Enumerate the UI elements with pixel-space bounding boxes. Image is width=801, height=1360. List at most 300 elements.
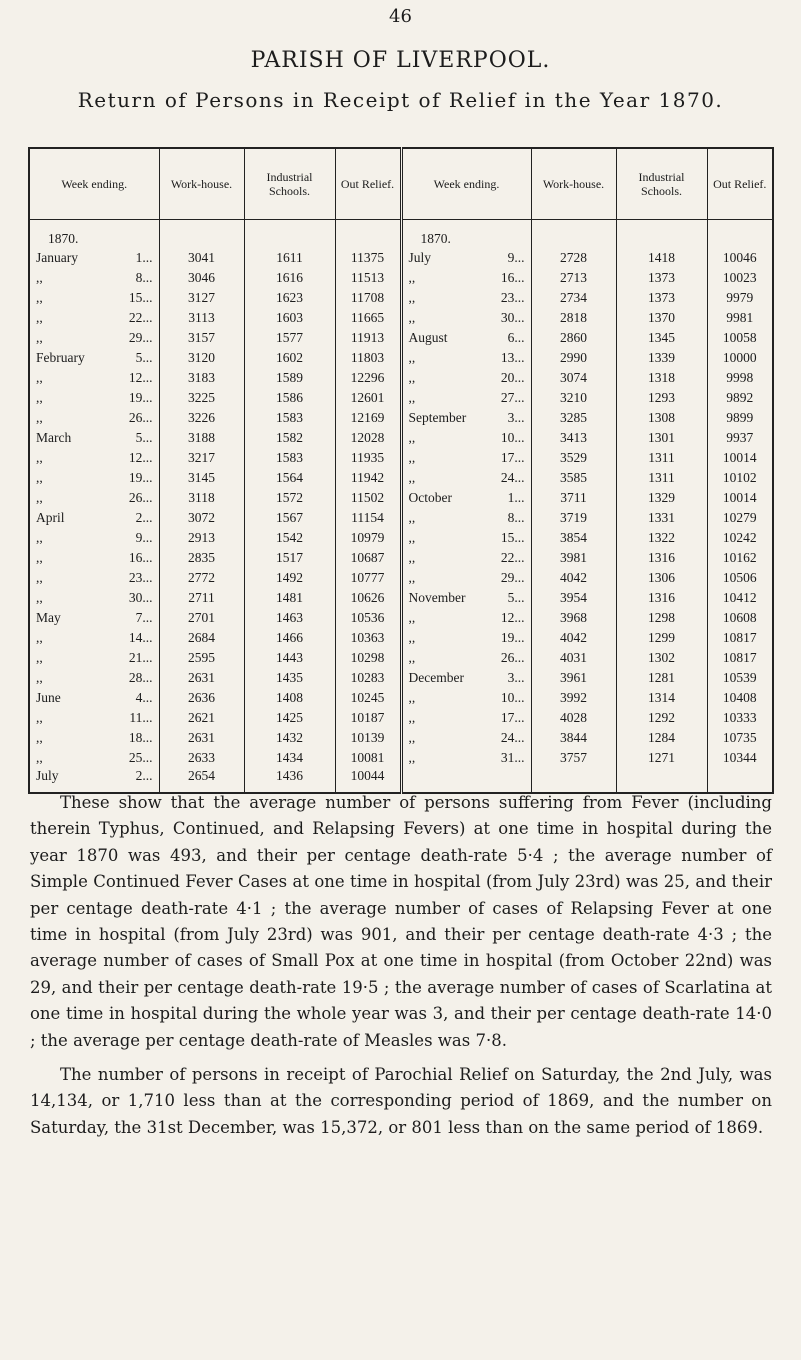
month-label: ,, bbox=[36, 750, 43, 765]
out-relief-cell: 10023 bbox=[707, 268, 773, 288]
week-ending-cell bbox=[29, 428, 159, 448]
month-label: September bbox=[408, 410, 467, 425]
week-ending-cell bbox=[401, 688, 531, 708]
industrial-schools-cell: 1564 bbox=[244, 468, 335, 488]
day-label: 28... bbox=[128, 670, 153, 685]
out-relief-cell: 10539 bbox=[707, 668, 773, 688]
out-relief-cell: 10102 bbox=[707, 468, 773, 488]
industrial-schools-cell: 1306 bbox=[616, 568, 707, 588]
week-ending-cell bbox=[401, 448, 531, 468]
industrial-schools-cell: 1434 bbox=[244, 748, 335, 768]
month-label: ,, bbox=[36, 450, 43, 465]
out-relief-cell: 11803 bbox=[335, 348, 401, 368]
industrial-schools-cell: 1611 bbox=[244, 248, 335, 268]
day-label: 1... bbox=[135, 250, 153, 265]
month-label: February bbox=[36, 350, 85, 365]
day-label: 7... bbox=[135, 610, 153, 625]
week-ending-cell bbox=[29, 548, 159, 568]
table-row bbox=[29, 408, 773, 428]
month-label: ,, bbox=[408, 270, 416, 285]
industrial-schools-cell: 1436 bbox=[244, 768, 335, 793]
week-ending-cell bbox=[29, 468, 159, 488]
workhouse-cell: 2595 bbox=[159, 648, 244, 668]
week-ending-cell bbox=[401, 308, 531, 328]
out-relief-cell: 10279 bbox=[707, 508, 773, 528]
table-row bbox=[29, 268, 773, 288]
out-relief-cell: 10245 bbox=[335, 688, 401, 708]
week-ending-cell bbox=[401, 508, 531, 528]
month-label: ,, bbox=[408, 730, 416, 745]
industrial-schools-cell: 1293 bbox=[616, 388, 707, 408]
workhouse-cell: 3719 bbox=[531, 508, 616, 528]
industrial-schools-cell: 1329 bbox=[616, 488, 707, 508]
out-relief-cell: 10162 bbox=[707, 548, 773, 568]
table-row bbox=[29, 488, 773, 508]
month-label: ,, bbox=[408, 650, 416, 665]
paragraph-parochial-relief: The number of persons in receipt of Parochial Relief on Saturday, the 2nd July, was 14,134, or 1,710 less than at the corresponding period of 1869, and the number on Saturday, the 31st December, was 15,372, or 801 less than on the same period of 1869. bbox=[30, 1065, 772, 1137]
workhouse-cell: 2835 bbox=[159, 548, 244, 568]
month-label: May bbox=[36, 610, 61, 625]
out-relief-cell: 10283 bbox=[335, 668, 401, 688]
col-header-industrial-schools: Industrial Schools. bbox=[616, 148, 707, 220]
table-row bbox=[29, 748, 773, 768]
out-relief-cell: 11154 bbox=[335, 508, 401, 528]
day-label: 1... bbox=[507, 490, 525, 505]
month-label: ,, bbox=[408, 290, 416, 305]
week-ending-cell bbox=[401, 588, 531, 608]
week-ending-cell bbox=[401, 408, 531, 428]
week-ending-cell bbox=[29, 368, 159, 388]
month-label: ,, bbox=[408, 310, 416, 325]
col-header-workhouse: Work-house. bbox=[531, 148, 616, 220]
industrial-schools-cell: 1301 bbox=[616, 428, 707, 448]
table-row bbox=[29, 428, 773, 448]
day-label: 15... bbox=[128, 290, 153, 305]
table-row bbox=[29, 328, 773, 348]
month-label: December bbox=[408, 670, 464, 685]
workhouse-cell: 2818 bbox=[531, 308, 616, 328]
week-ending-cell bbox=[29, 448, 159, 468]
day-label: 9... bbox=[135, 530, 153, 545]
month-label: June bbox=[36, 690, 61, 705]
industrial-schools-cell: 1542 bbox=[244, 528, 335, 548]
out-relief-cell: 11665 bbox=[335, 308, 401, 328]
out-relief-cell: 10014 bbox=[707, 448, 773, 468]
out-relief-cell: 10298 bbox=[335, 648, 401, 668]
month-label: October bbox=[408, 490, 452, 505]
workhouse-cell: 3585 bbox=[531, 468, 616, 488]
industrial-schools-cell: 1311 bbox=[616, 448, 707, 468]
table-row bbox=[29, 248, 773, 268]
workhouse-cell: 2990 bbox=[531, 348, 616, 368]
workhouse-cell: 2913 bbox=[159, 528, 244, 548]
out-relief-cell: 11502 bbox=[335, 488, 401, 508]
industrial-schools-cell: 1481 bbox=[244, 588, 335, 608]
table-row bbox=[29, 508, 773, 528]
table-row bbox=[29, 668, 773, 688]
workhouse-cell: 3217 bbox=[159, 448, 244, 468]
table-row bbox=[29, 548, 773, 568]
week-ending-cell bbox=[29, 268, 159, 288]
year-row bbox=[29, 220, 773, 249]
day-label: 3... bbox=[507, 410, 525, 425]
table-row bbox=[29, 648, 773, 668]
industrial-schools-cell: 1432 bbox=[244, 728, 335, 748]
month-label: ,, bbox=[36, 310, 43, 325]
industrial-schools-cell: 1339 bbox=[616, 348, 707, 368]
workhouse-cell: 3225 bbox=[159, 388, 244, 408]
week-ending-cell bbox=[29, 588, 159, 608]
workhouse-cell: 2631 bbox=[159, 728, 244, 748]
table-row bbox=[29, 528, 773, 548]
table-row bbox=[29, 308, 773, 328]
day-label: 12... bbox=[128, 370, 153, 385]
out-relief-cell: 10979 bbox=[335, 528, 401, 548]
month-label: ,, bbox=[36, 370, 43, 385]
table-subtitle: Return of Persons in Receipt of Relief in the Year 1870. bbox=[77, 88, 724, 112]
out-relief-cell: 10344 bbox=[707, 748, 773, 768]
out-relief-cell: 11942 bbox=[335, 468, 401, 488]
week-ending-cell bbox=[401, 428, 531, 448]
day-label: 15... bbox=[500, 530, 525, 545]
month-label: ,, bbox=[408, 510, 416, 525]
industrial-schools-cell: 1281 bbox=[616, 668, 707, 688]
workhouse-cell: 3183 bbox=[159, 368, 244, 388]
workhouse-cell: 4042 bbox=[531, 628, 616, 648]
day-label: 18... bbox=[128, 730, 153, 745]
week-ending-cell bbox=[401, 528, 531, 548]
workhouse-cell: 3127 bbox=[159, 288, 244, 308]
table-row bbox=[29, 608, 773, 628]
month-label: ,, bbox=[36, 650, 43, 665]
workhouse-cell: 4028 bbox=[531, 708, 616, 728]
table-row bbox=[29, 568, 773, 588]
relief-returns-table bbox=[28, 147, 774, 794]
industrial-schools-cell: 1308 bbox=[616, 408, 707, 428]
month-label: ,, bbox=[36, 290, 43, 305]
industrial-schools-cell: 1572 bbox=[244, 488, 335, 508]
industrial-schools-cell: 1316 bbox=[616, 548, 707, 568]
workhouse-cell: 2701 bbox=[159, 608, 244, 628]
month-label: ,, bbox=[36, 390, 43, 405]
workhouse-cell: 3854 bbox=[531, 528, 616, 548]
industrial-schools-cell: 1583 bbox=[244, 408, 335, 428]
week-ending-cell bbox=[29, 688, 159, 708]
week-ending-cell bbox=[29, 328, 159, 348]
workhouse-cell: 2713 bbox=[531, 268, 616, 288]
workhouse-cell: 2684 bbox=[159, 628, 244, 648]
week-ending-cell bbox=[401, 608, 531, 628]
month-label: August bbox=[408, 330, 448, 345]
day-label: 17... bbox=[500, 450, 525, 465]
out-relief-cell: 10139 bbox=[335, 728, 401, 748]
month-label: ,, bbox=[408, 530, 416, 545]
workhouse-cell: 3285 bbox=[531, 408, 616, 428]
out-relief-cell: 10817 bbox=[707, 628, 773, 648]
day-label: 5... bbox=[135, 350, 153, 365]
table-row bbox=[29, 588, 773, 608]
day-label: 2... bbox=[135, 510, 153, 525]
week-ending-cell bbox=[401, 288, 531, 308]
workhouse-cell: 2860 bbox=[531, 328, 616, 348]
out-relief-cell: 11708 bbox=[335, 288, 401, 308]
day-label: 19... bbox=[128, 390, 153, 405]
workhouse-cell: 3120 bbox=[159, 348, 244, 368]
day-label: 6... bbox=[507, 330, 525, 345]
workhouse-cell: 3145 bbox=[159, 468, 244, 488]
table-row bbox=[29, 288, 773, 308]
week-ending-cell bbox=[29, 248, 159, 268]
workhouse-cell: 2621 bbox=[159, 708, 244, 728]
day-label: 23... bbox=[128, 570, 153, 585]
week-ending-cell bbox=[401, 468, 531, 488]
workhouse-cell: 2633 bbox=[159, 748, 244, 768]
week-ending-cell bbox=[29, 668, 159, 688]
day-label: 31... bbox=[500, 750, 525, 765]
industrial-schools-cell: 1299 bbox=[616, 628, 707, 648]
day-label: 10... bbox=[500, 690, 525, 705]
day-label: 19... bbox=[128, 470, 153, 485]
workhouse-cell: 3529 bbox=[531, 448, 616, 468]
industrial-schools-cell: 1616 bbox=[244, 268, 335, 288]
out-relief-cell: 10187 bbox=[335, 708, 401, 728]
workhouse-cell: 3981 bbox=[531, 548, 616, 568]
day-label: 4... bbox=[135, 690, 153, 705]
industrial-schools-cell: 1331 bbox=[616, 508, 707, 528]
col-header-industrial-schools: Industrial Schools. bbox=[244, 148, 335, 220]
industrial-schools-cell: 1589 bbox=[244, 368, 335, 388]
week-ending-cell bbox=[29, 728, 159, 748]
day-label: 10... bbox=[500, 430, 525, 445]
out-relief-cell: 10536 bbox=[335, 608, 401, 628]
day-label: 22... bbox=[500, 550, 525, 565]
month-label: ,, bbox=[408, 570, 416, 585]
week-ending-cell bbox=[29, 308, 159, 328]
out-relief-cell: 10333 bbox=[707, 708, 773, 728]
day-label: 20... bbox=[500, 370, 525, 385]
week-ending-cell bbox=[401, 328, 531, 348]
month-label: ,, bbox=[36, 630, 43, 645]
week-ending-cell bbox=[29, 488, 159, 508]
industrial-schools-cell: 1271 bbox=[616, 748, 707, 768]
day-label: 25... bbox=[128, 750, 153, 765]
table-row bbox=[29, 468, 773, 488]
table-row bbox=[29, 708, 773, 728]
industrial-schools-cell: 1311 bbox=[616, 468, 707, 488]
industrial-schools-cell: 1318 bbox=[616, 368, 707, 388]
industrial-schools-cell: 1284 bbox=[616, 728, 707, 748]
table-row bbox=[29, 728, 773, 748]
month-label: ,, bbox=[36, 550, 43, 565]
workhouse-cell: 3046 bbox=[159, 268, 244, 288]
day-label: 12... bbox=[500, 610, 525, 625]
workhouse-cell: 3188 bbox=[159, 428, 244, 448]
workhouse-cell: 3968 bbox=[531, 608, 616, 628]
month-label: ,, bbox=[408, 610, 416, 625]
day-label: 27... bbox=[500, 390, 525, 405]
month-label: ,, bbox=[36, 710, 43, 725]
body-text bbox=[30, 790, 772, 1141]
week-ending-cell bbox=[401, 348, 531, 368]
workhouse-cell: 3992 bbox=[531, 688, 616, 708]
workhouse-cell: 2636 bbox=[159, 688, 244, 708]
left-year-label: 1870. bbox=[48, 231, 79, 246]
right-year-label: 1870. bbox=[420, 231, 451, 246]
week-ending-cell bbox=[29, 568, 159, 588]
out-relief-cell: 10817 bbox=[707, 648, 773, 668]
out-relief-cell: 10044 bbox=[335, 768, 401, 793]
workhouse-cell: 3757 bbox=[531, 748, 616, 768]
month-label: ,, bbox=[36, 530, 43, 545]
day-label: 30... bbox=[128, 590, 153, 605]
workhouse-cell: 2734 bbox=[531, 288, 616, 308]
workhouse-cell: 3041 bbox=[159, 248, 244, 268]
industrial-schools-cell: 1567 bbox=[244, 508, 335, 528]
week-ending-cell bbox=[401, 248, 531, 268]
day-label: 12... bbox=[128, 450, 153, 465]
day-label: 24... bbox=[500, 470, 525, 485]
week-ending-cell bbox=[29, 628, 159, 648]
day-label: 5... bbox=[135, 430, 153, 445]
out-relief-cell: 9937 bbox=[707, 428, 773, 448]
industrial-schools-cell: 1345 bbox=[616, 328, 707, 348]
week-ending-cell bbox=[401, 728, 531, 748]
out-relief-cell: 12296 bbox=[335, 368, 401, 388]
workhouse-cell: 3226 bbox=[159, 408, 244, 428]
month-label: ,, bbox=[36, 470, 43, 485]
month-label: ,, bbox=[408, 350, 416, 365]
day-label: 8... bbox=[507, 510, 525, 525]
month-label: April bbox=[36, 510, 65, 525]
workhouse-cell: 2711 bbox=[159, 588, 244, 608]
table-row bbox=[29, 628, 773, 648]
week-ending-cell bbox=[401, 388, 531, 408]
table-row bbox=[29, 448, 773, 468]
week-ending-cell bbox=[29, 388, 159, 408]
week-ending-cell bbox=[29, 648, 159, 668]
month-label: ,, bbox=[408, 630, 416, 645]
out-relief-cell: 10506 bbox=[707, 568, 773, 588]
industrial-schools-cell: 1314 bbox=[616, 688, 707, 708]
out-relief-cell: 10608 bbox=[707, 608, 773, 628]
workhouse-cell: 3711 bbox=[531, 488, 616, 508]
col-header-out-relief: Out Relief. bbox=[335, 148, 401, 220]
workhouse-cell: 4042 bbox=[531, 568, 616, 588]
out-relief-cell: 10412 bbox=[707, 588, 773, 608]
day-label: 5... bbox=[507, 590, 525, 605]
table-row bbox=[29, 348, 773, 368]
month-label: ,, bbox=[408, 710, 416, 725]
industrial-schools-cell: 1316 bbox=[616, 588, 707, 608]
month-label: ,, bbox=[408, 750, 416, 765]
month-label: ,, bbox=[36, 270, 43, 285]
workhouse-cell: 3113 bbox=[159, 308, 244, 328]
col-header-week-ending: Week ending. bbox=[29, 148, 159, 220]
out-relief-cell: 10046 bbox=[707, 248, 773, 268]
week-ending-cell bbox=[29, 708, 159, 728]
week-ending-cell bbox=[29, 508, 159, 528]
table-row bbox=[29, 388, 773, 408]
month-label: ,, bbox=[36, 730, 43, 745]
day-label: 8... bbox=[135, 270, 153, 285]
industrial-schools-cell: 1586 bbox=[244, 388, 335, 408]
out-relief-cell: 11913 bbox=[335, 328, 401, 348]
table-row bbox=[29, 368, 773, 388]
week-ending-cell bbox=[29, 408, 159, 428]
day-label: 26... bbox=[500, 650, 525, 665]
col-header-out-relief: Out Relief. bbox=[707, 148, 773, 220]
industrial-schools-cell: 1602 bbox=[244, 348, 335, 368]
out-relief-cell: 10408 bbox=[707, 688, 773, 708]
workhouse-cell: 3118 bbox=[159, 488, 244, 508]
week-ending-cell bbox=[401, 628, 531, 648]
industrial-schools-cell: 1603 bbox=[244, 308, 335, 328]
workhouse-cell: 3210 bbox=[531, 388, 616, 408]
out-relief-cell: 9998 bbox=[707, 368, 773, 388]
out-relief-cell: 10687 bbox=[335, 548, 401, 568]
industrial-schools-cell: 1373 bbox=[616, 268, 707, 288]
week-ending-cell bbox=[29, 748, 159, 768]
month-label: ,, bbox=[408, 450, 416, 465]
day-label: 29... bbox=[500, 570, 525, 585]
day-label: 26... bbox=[128, 410, 153, 425]
workhouse-cell: 3072 bbox=[159, 508, 244, 528]
workhouse-cell: 2728 bbox=[531, 248, 616, 268]
out-relief-cell: 9892 bbox=[707, 388, 773, 408]
industrial-schools-cell: 1466 bbox=[244, 628, 335, 648]
month-label: ,, bbox=[36, 590, 43, 605]
day-label: 26... bbox=[128, 490, 153, 505]
week-ending-cell bbox=[401, 568, 531, 588]
week-ending-cell bbox=[401, 748, 531, 768]
out-relief-cell: 9899 bbox=[707, 408, 773, 428]
industrial-schools-cell: 1577 bbox=[244, 328, 335, 348]
workhouse-cell: 3954 bbox=[531, 588, 616, 608]
week-ending-cell bbox=[401, 368, 531, 388]
month-label: November bbox=[408, 590, 466, 605]
workhouse-cell: 4031 bbox=[531, 648, 616, 668]
week-ending-cell bbox=[401, 268, 531, 288]
industrial-schools-cell: 1435 bbox=[244, 668, 335, 688]
month-label: ,, bbox=[408, 470, 416, 485]
col-header-week-ending: Week ending. bbox=[401, 148, 531, 220]
industrial-schools-cell: 1443 bbox=[244, 648, 335, 668]
out-relief-cell: 12169 bbox=[335, 408, 401, 428]
day-label: 3... bbox=[507, 670, 525, 685]
week-ending-cell bbox=[401, 708, 531, 728]
industrial-schools-cell: 1425 bbox=[244, 708, 335, 728]
out-relief-cell: 10081 bbox=[335, 748, 401, 768]
industrial-schools-cell: 1292 bbox=[616, 708, 707, 728]
day-label: 16... bbox=[128, 550, 153, 565]
month-label: ,, bbox=[408, 430, 416, 445]
workhouse-cell: 3074 bbox=[531, 368, 616, 388]
day-label: 19... bbox=[500, 630, 525, 645]
workhouse-cell: 2772 bbox=[159, 568, 244, 588]
industrial-schools-cell: 1373 bbox=[616, 288, 707, 308]
day-label: 30... bbox=[500, 310, 525, 325]
month-label: ,, bbox=[36, 670, 43, 685]
out-relief-cell: 11513 bbox=[335, 268, 401, 288]
industrial-schools-cell: 1517 bbox=[244, 548, 335, 568]
month-label: July bbox=[36, 768, 59, 783]
day-label: 16... bbox=[500, 270, 525, 285]
industrial-schools-cell: 1623 bbox=[244, 288, 335, 308]
day-label: 22... bbox=[128, 310, 153, 325]
out-relief-cell: 11375 bbox=[335, 248, 401, 268]
out-relief-cell: 10058 bbox=[707, 328, 773, 348]
month-label: July bbox=[408, 250, 432, 265]
